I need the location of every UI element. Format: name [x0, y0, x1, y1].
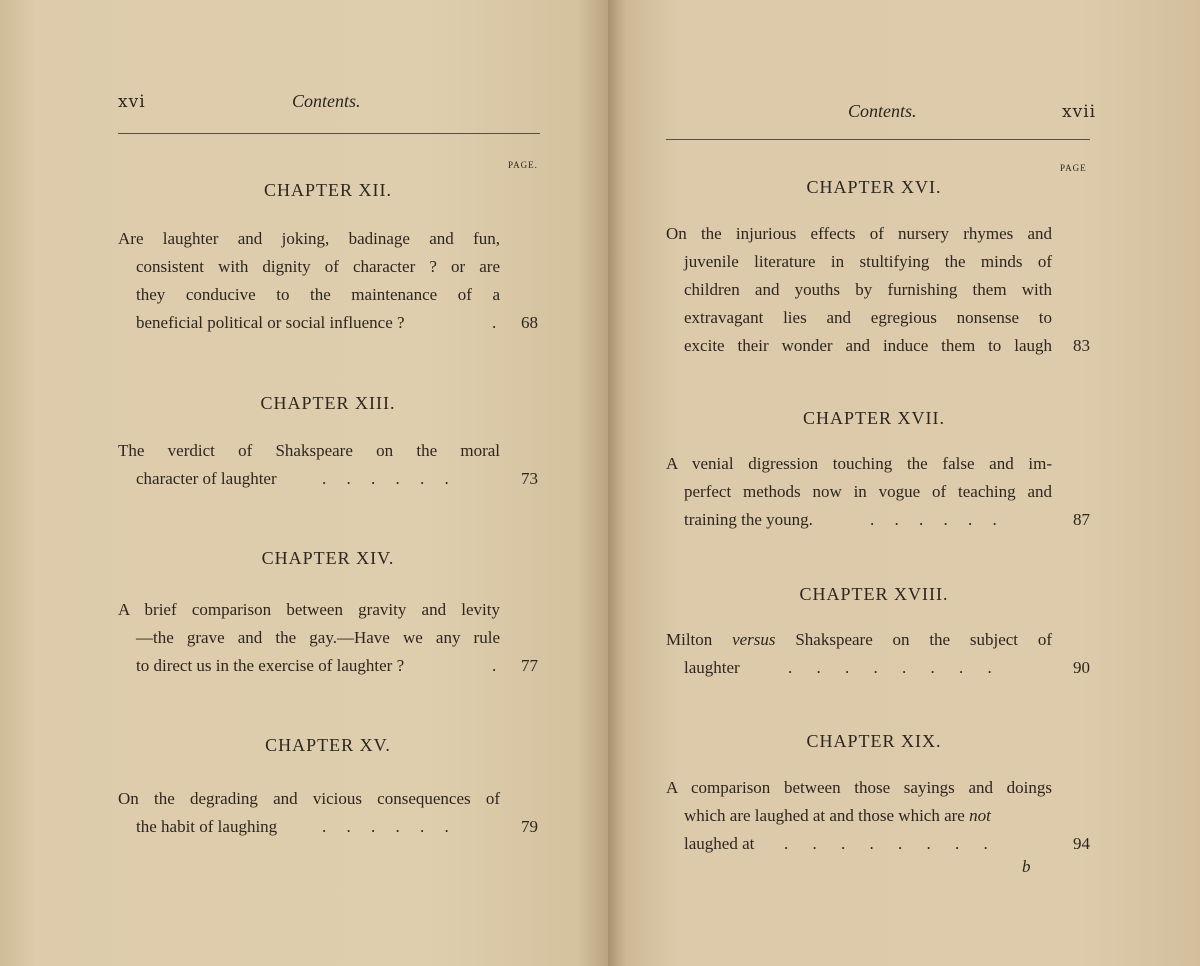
entry-line: On the injurious effects of nursery rhymes and	[666, 224, 1052, 243]
entry-line: A comparison between those sayings and doings	[666, 778, 1052, 797]
entry-line: beneficial political or social influence ?	[136, 313, 405, 332]
toc-entry	[666, 774, 1090, 862]
page-number: 94	[1073, 834, 1090, 853]
entry-line: children and youths by furnishing them with	[684, 280, 1052, 299]
toc-entry	[666, 626, 1090, 686]
page-number: 90	[1073, 658, 1090, 677]
dot-leader: . . . . . .	[322, 469, 449, 488]
page-number: 77	[521, 656, 538, 675]
page-number: 87	[1073, 510, 1090, 529]
chapter-heading: CHAPTER XVI.	[806, 177, 942, 197]
entry-line: excite their wonder and induce them to laugh	[684, 336, 1052, 355]
entry-line: consistent with dignity of character ? or are	[136, 257, 500, 276]
chapter-heading: CHAPTER XVII.	[803, 408, 945, 428]
entry-line: A venial digression touching the false and im-	[666, 454, 1052, 473]
left-running-title: Contents.	[292, 91, 361, 111]
entry-line: laughed at	[684, 834, 755, 853]
page-number: 83	[1073, 336, 1090, 355]
dot-leader: . . . . . . . .	[784, 834, 988, 853]
page-number: 79	[521, 817, 538, 836]
page-number: 68	[521, 313, 538, 332]
entry-text: Milton	[666, 630, 733, 649]
entry-line: laughter	[684, 658, 740, 677]
entry-line: perfect methods now in vogue of teaching and	[684, 482, 1052, 501]
entry-line: training the young.	[684, 510, 813, 529]
left-page-column-label: PAGE.	[508, 160, 538, 170]
entry-line: Are laughter and joking, badinage and fun,	[118, 229, 500, 248]
toc-entry	[118, 785, 538, 845]
chapter-heading: CHAPTER XV.	[265, 735, 391, 755]
toc-entry	[118, 437, 538, 497]
entry-line: character of laughter	[136, 469, 277, 488]
right-page-column-label: PAGE	[1060, 163, 1087, 173]
entry-line	[684, 802, 991, 830]
page-number: 73	[521, 469, 538, 488]
dot-leader: .	[492, 313, 497, 332]
toc-entry	[666, 450, 1090, 538]
dot-leader: . . . . . .	[870, 510, 997, 529]
entry-text: which are laughed at and those which are	[684, 806, 965, 825]
entry-line: juvenile literature in stultifying the minds of	[684, 252, 1052, 271]
entry-line: extravagant lies and egregious nonsense to	[684, 308, 1052, 327]
entry-line: the habit of laughing	[136, 817, 278, 836]
entry-line: The verdict of Shakspeare on the moral	[118, 441, 500, 460]
toc-entry	[118, 596, 538, 684]
toc-entry	[666, 220, 1090, 365]
dot-leader: . . . . . . . .	[788, 658, 992, 677]
chapter-heading: CHAPTER XIII.	[260, 393, 396, 413]
chapter-heading: CHAPTER XVIII.	[799, 584, 949, 604]
dot-leader: .	[492, 656, 497, 675]
chapter-heading: CHAPTER XIV.	[261, 548, 395, 568]
chapter-heading: CHAPTER XII.	[264, 180, 392, 200]
right-page	[608, 0, 1200, 966]
italic-term: versus	[732, 630, 776, 649]
italic-term: not	[969, 806, 991, 825]
entry-line: they conducive to the maintenance of a	[136, 285, 500, 304]
entry-line: to direct us in the exercise of laughter ?	[136, 656, 405, 675]
entry-line: A brief comparison between gravity and levity	[118, 600, 500, 619]
dot-leader: . . . . . .	[322, 817, 449, 836]
entry-line: —the grave and the gay.—Have we any rule	[136, 628, 500, 647]
entry-line: On the degrading and vicious consequences of	[118, 789, 500, 808]
left-folio: xvi	[118, 92, 146, 112]
right-header-rule	[666, 139, 1090, 140]
signature-mark: b	[1022, 857, 1031, 876]
toc-entry	[118, 225, 538, 340]
chapter-heading: CHAPTER XIX.	[806, 731, 942, 751]
right-running-title: Contents.	[848, 101, 917, 121]
left-header-rule	[118, 133, 540, 134]
entry-text: Shakspeare on the subject of	[775, 630, 1052, 649]
right-folio: xvii	[1062, 102, 1097, 122]
entry-line	[666, 626, 1052, 654]
